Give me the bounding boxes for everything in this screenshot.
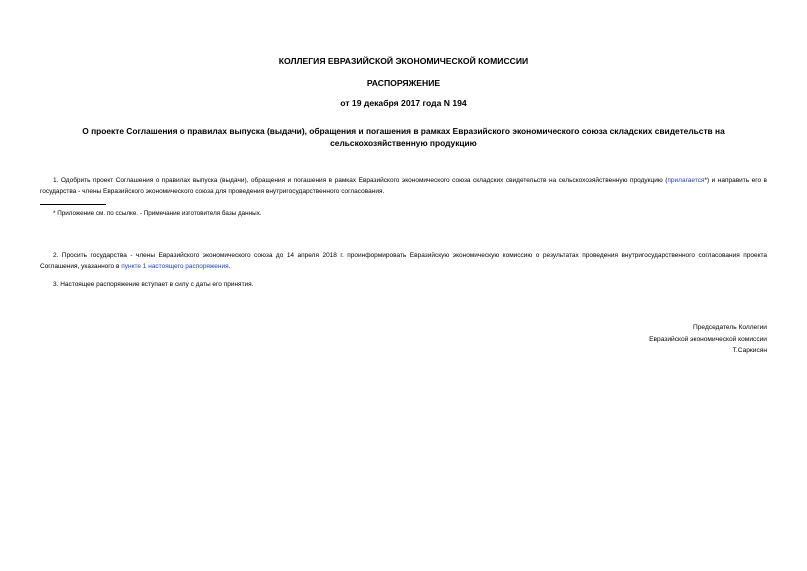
paragraph-1-text-end: *) и направить его в государства - члены Евразийского экономического союза для проведения внутригосударственного согласования.: [40, 177, 767, 195]
signatory-organization: Евразийской экономической комиссии: [649, 335, 767, 343]
signature-block: [649, 322, 767, 357]
document-date-number: от 19 декабря 2017 года N 194: [340, 98, 467, 108]
document-type: РАСПОРЯЖЕНИЕ: [366, 78, 441, 88]
paragraph-2-text-end: .: [228, 262, 231, 270]
paragraph-3: [40, 280, 767, 291]
paragraph-2: [40, 251, 767, 272]
clause-1-link[interactable]: пункте 1 настоящего распоряжения: [121, 262, 229, 270]
signatory-name: Т.Саркисян: [732, 347, 767, 354]
paragraph-3-text: 3. Настоящее распоряжение вступает в силу с даты его принятия.: [53, 281, 254, 288]
paragraph-1: [40, 176, 767, 197]
issuer-heading: КОЛЛЕГИЯ ЕВРАЗИЙСКОЙ ЭКОНОМИЧЕСКОЙ КОМИССИИ: [278, 56, 529, 66]
signatory-title: Председатель Коллегии: [693, 324, 767, 331]
paragraph-1-text: 1. Одобрить проект Соглашения о правилах выпуска (выдачи), обращения и погашения в рамках Евразийского экономического союза складских свидетельств на сельскохозяйственную продукцию (: [53, 177, 668, 184]
footnote-divider: [40, 204, 106, 205]
paragraph-2-text: 2. Просить государства - члены Евразийского экономического союза до 14 апреля 2018 г. проинформировать Евразийскую экономическую комиссию о результатах проведения внутригосударственного согласования проекта Соглашения, указанного в: [40, 252, 767, 270]
footnote: * Приложение см. по ссылке. - Примечание изготовителя базы данных.: [53, 210, 262, 217]
document-subject: О проекте Соглашения о правилах выпуска (выдачи), обращения и погашения в рамках Евразийского экономического союза складских свидетельств на сельскохозяйственную продукцию: [82, 126, 725, 148]
attachment-link[interactable]: прилагается: [667, 177, 705, 184]
